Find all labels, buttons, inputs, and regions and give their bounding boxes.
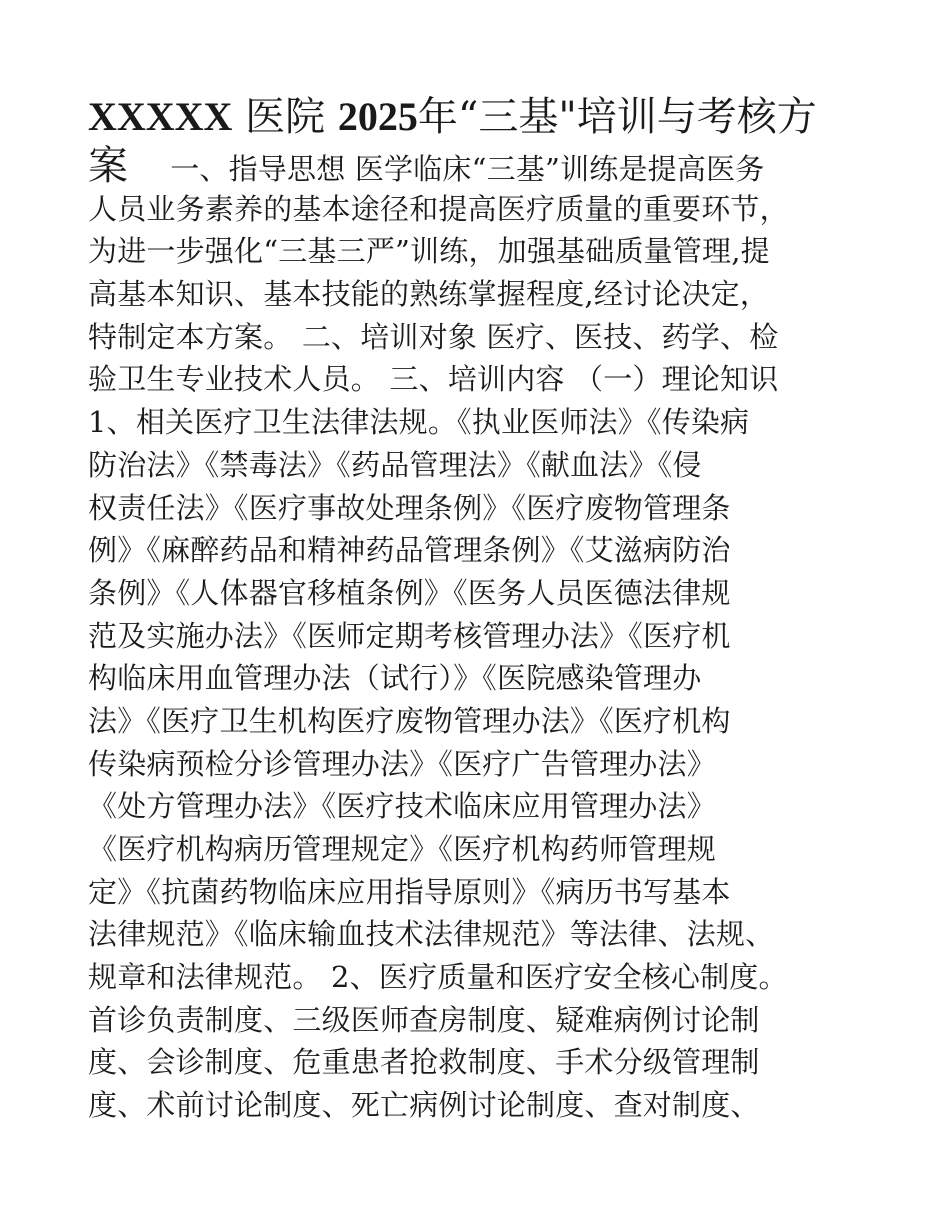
paragraph-line: 度、会诊制度、危重患者抢救制度、手术分级管理制: [88, 1045, 760, 1080]
paragraph-line: 定》《抗菌药物临床应用指导原则》《病历书写基本: [88, 874, 731, 909]
paragraph-line: 《医疗机构病历管理规定》《医疗机构药师管理规: [88, 832, 716, 866]
document-title: [88, 92, 868, 142]
paragraph-line: 高基本知识、基本技能的熟练掌握程度,经讨论决定，: [88, 277, 770, 312]
paragraph-line: 法》《医疗卫生机构医疗废物管理办法》《医疗机构: [88, 703, 731, 738]
paragraph-line: 首诊负责制度、三级医师查房制度、疑难病例讨论制: [88, 1002, 760, 1037]
paragraph-line: 度、术前讨论制度、死亡病例讨论制度、查对制度、: [88, 1088, 760, 1123]
paragraph-line: [88, 145, 868, 188]
title-year: 2025: [337, 94, 418, 139]
paragraph-line: 传染病预检分诊管理办法》《医疗广告管理办法》: [88, 746, 716, 781]
paragraph-line: 验卫生专业技术人员。 三、培训内容 （一）理论知识: [88, 362, 779, 397]
paragraph-line: 构临床用血管理办法（试行）》《医院感染管理办: [88, 661, 702, 696]
title-hospital-word: 医院: [245, 94, 326, 140]
title-rest: 年“三基"培训与考核方: [417, 94, 817, 140]
paragraph-line: 条例》《人体器官移植条例》《医务人员医德法律规: [88, 575, 731, 610]
title-tail: 案: [88, 143, 129, 189]
paragraph-line: 法律规范》《临床输血技术法律规范》等法律、法规、: [88, 917, 775, 952]
paragraph-line: 例》《麻醉药品和精神药品管理条例》《艾滋病防治: [88, 533, 731, 568]
paragraph-line: 范及实施办法》《医师定期考核管理办法》《医疗机: [88, 618, 731, 653]
document-body: [88, 92, 868, 1127]
paragraph-line: 《处方管理办法》《医疗技术临床应用管理办法》: [88, 789, 716, 824]
paragraph-line: 1、相关医疗卫生法律法规。《执业医师法》《传染病: [88, 405, 750, 440]
paragraph-line: 权责任法》《医疗事故处理条例》《医疗废物管理条: [88, 490, 731, 525]
title-hospital-code: XXXXX: [88, 94, 233, 139]
paragraph-line: 人员业务素养的基本途径和提高医疗质量的重要环节，: [88, 191, 789, 226]
paragraph-line: 防治法》《禁毒法》《药品管理法》《献血法》《侵: [88, 447, 702, 482]
paragraph-line: 特制定本方案。 二、培训对象 医疗、医技、药学、检: [88, 319, 779, 354]
paragraph-line: 为进一步强化“三基三严”训练，加强基础质量管理,提: [88, 234, 770, 269]
paragraph-line: 规章和法律规范。 2、医疗质量和医疗安全核心制度。: [88, 960, 788, 995]
paragraph-line-text: 一、指导思想 医学临床“三基”训练是提高医务: [170, 152, 765, 186]
